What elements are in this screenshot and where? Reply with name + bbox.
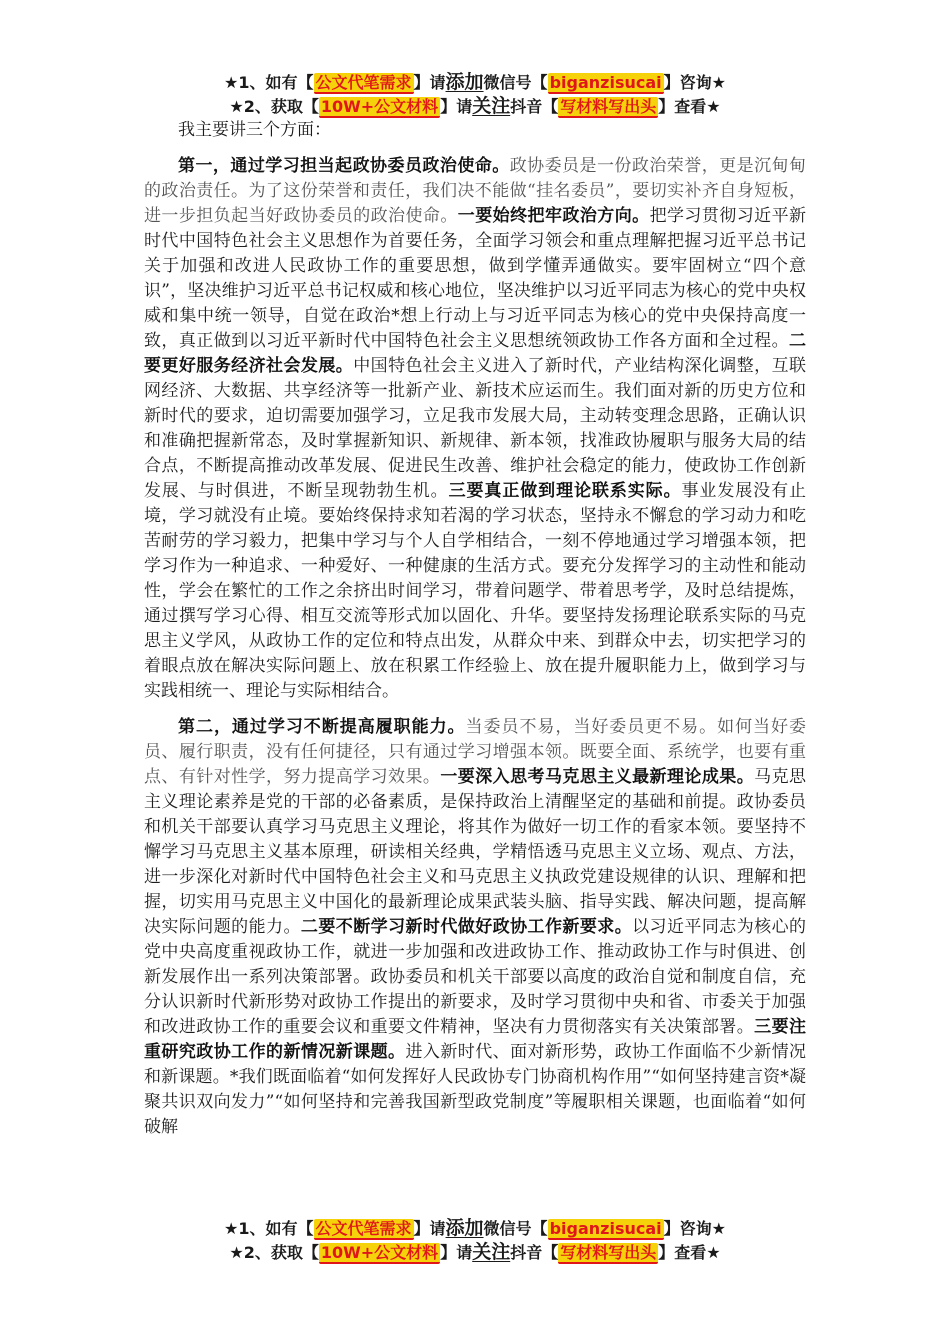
highlight-douyin-account: 写材料写出头 [560,97,657,116]
emphasis-add: 添加 [445,71,484,93]
banner-line-2 [0,1240,950,1264]
banner-line-1 [0,70,950,94]
banner-text: 】咨询★ [663,73,726,92]
banner-line-2 [0,94,950,118]
banner-text: 微信号【 [483,73,548,92]
section-1-paragraph [144,154,806,704]
star-icon: ★ [224,73,239,92]
document-body [144,118,806,1140]
section-2-point-2-text: 以习近平同志为核心的党中央高度重视政协工作，就进一步加强和改进政协工作、推动政协工作与时俱进、创新发展作出一系列决策部署。政协委员和机关干部要以高度的政治自觉和制度自信，充分认识新时代新形势对政协工作提出的新要求，及时学习贯彻中央和省、市委关于加强和改进政协工作的重要会议和重要文件精神，坚决有力贯彻落实有关决策部署。 [144,917,807,1037]
banner-line-1 [0,1216,950,1240]
highlight-wechat-id: biganzisucai [549,1219,662,1238]
section-2-point-1-text: 马克思主义理论素养是党的干部的必备素质，是保持政治上清醒坚定的基础和前提。政协委员和机关干部要认真学习马克思主义理论，将其作为做好一切工作的看家本领。要坚持不懈学习马克思主义基本原理，研读相关经典，学精悟透马克思主义立场、观点、方法，进一步深化对新时代中国特色社会主义和马克思主义执政党建设规律的认识、理解和把握，切实用马克思主义中国化的最新理论成果武装头脑、指导实践、解决问题，提高解决实际问题的能力。 [144,767,807,937]
section-1-point-2-title: 二要更好服务经济社会发展。 [144,331,806,376]
section-2-lead: 当委员不易，当好委员更不易。如何当好委员、履行职责，没有任何捷径，只有通过学习增强本领。既要全面、系统学，也要有重点、有针对性学，努力提高学习效果。 [144,717,807,787]
banner-text: 】咨询★ [663,1219,726,1238]
section-1-lead: 政协委员是一份政治荣誉，更是沉甸甸的政治责任。为了这份荣誉和责任，我们决不能做“挂名委员”，要切实补齐自身短板，进一步担负起当好政协委员的政治使命。 [144,156,807,226]
highlight-service: 公文代笔需求 [315,73,412,92]
section-1-point-1-text: 把学习贯彻习近平新时代中国特色社会主义思想作为首要任务，全面学习领会和重点理解把握习近平总书记关于加强和改进人民政协工作的重要思想，做到学懂弄通做实。要牢固树立“四个意识”，坚决维护习近平总书记权威和核心地位，坚决维护以习近平同志为核心的党中央权威和集中统一领导，自觉在政治*想上行动上与习近平同志为核心的党中央保持高度一致，真正做到以习近平新时代中国特色社会主义思想统领政协工作各方面和全过程。 [144,206,807,351]
banner-text: 】查看★ [658,1243,721,1262]
banner-text: 2、获取【 [243,1243,319,1262]
banner-text: 1、如有【 [238,73,314,92]
banner-text: 】请 [413,1219,446,1238]
section-1-point-3-title: 三要真正做到理论联系实际。 [448,481,682,501]
star-icon: ★ [229,97,244,116]
star-icon: ★ [229,1243,244,1262]
banner-text: 】请 [413,73,446,92]
footer-banner [0,1216,950,1264]
banner-text: 】查看★ [658,97,721,116]
section-2-point-3-title: 三要注重研究政协工作的新情况新课题。 [144,1017,807,1062]
section-1-point-3-text: 事业发展没有止境，学习就没有止境。要始终保持求知若渴的学习状态，坚持永不懈怠的学习动力和吃苦耐劳的学习毅力，把集中学习与个人自学相结合，一刻不停地通过学习增强本领，把学习作为一种追求、一种爱好、一种健康的生活方式。要充分发挥学习的主动性和能动性，学会在繁忙的工作之余挤出时间学习，带着问题学、带着思考学，及时总结提炼，通过撰写学习心得、相互交流等形式加以固化、升华。要坚持发扬理论联系实际的马克思主义学风，从政协工作的定位和特点出发，从群众中来、到群众中去，切实把学习的着眼点放在解决实际问题上、放在积累工作经验上、放在提升履职能力上，做到学习与实践相统一、理论与实际相结合。 [144,481,807,701]
highlight-service: 公文代笔需求 [315,1219,412,1238]
section-1-title: 第一，通过学习担当起政协委员政治使命。 [178,156,510,176]
highlight-materials: 10W+公文材料 [320,97,439,116]
emphasis-follow: 关注 [472,1241,511,1263]
section-2-title: 第二，通过学习不断提高履职能力。 [178,717,466,737]
section-1-point-2-text: 中国特色社会主义进入了新时代，产业结构深化调整，互联网经济、大数据、共享经济等一批新产业、新技术应运而生。我们面对新的历史方位和新时代的要求，迫切需要加强学习，立足我市发展大局，主动转变理念思路，正确认识和准确把握新常态，及时掌握新知识、新规律、新本领，找准政协履职与服务大局的结合点，不断提高推动改革发展、促进民生改善、维护社会稳定的能力，使政协工作创新发展、与时俱进，不断呈现勃勃生机。 [144,356,807,501]
section-2-paragraph [144,715,806,1140]
highlight-douyin-account: 写材料写出头 [560,1243,657,1262]
banner-text: 抖音【 [510,97,559,116]
banner-text: 2、获取【 [243,97,319,116]
section-2-point-3-text: 进入新时代、面对新形势，政协工作面临不少新情况和新课题。*我们既面临着“如何发挥好人民政协专门协商机构作用”“如何坚持建言资*凝聚共识双向发力”“如何坚持和完善我国新型政党制度”等履职相关课题，也面临着“如何破解 [144,1042,807,1137]
banner-text: 抖音【 [510,1243,559,1262]
section-1-point-1-title: 一要始终把牢政治方向。 [457,206,650,226]
banner-text: 】请 [440,1243,473,1262]
highlight-wechat-id: biganzisucai [549,73,662,92]
highlight-materials: 10W+公文材料 [320,1243,439,1262]
section-2-point-2-title: 二要不断学习新时代做好政协工作新要求。 [300,917,633,937]
banner-text: 1、如有【 [238,1219,314,1238]
banner-text: 微信号【 [483,1219,548,1238]
section-2-point-1-title: 一要深入思考马克思主义最新理论成果。 [440,767,755,787]
star-icon: ★ [224,1219,239,1238]
emphasis-follow: 关注 [472,95,511,117]
emphasis-add: 添加 [445,1217,484,1239]
intro-paragraph: 我主要讲三个方面： [178,120,331,140]
header-banner [0,70,950,118]
banner-text: 】请 [440,97,473,116]
